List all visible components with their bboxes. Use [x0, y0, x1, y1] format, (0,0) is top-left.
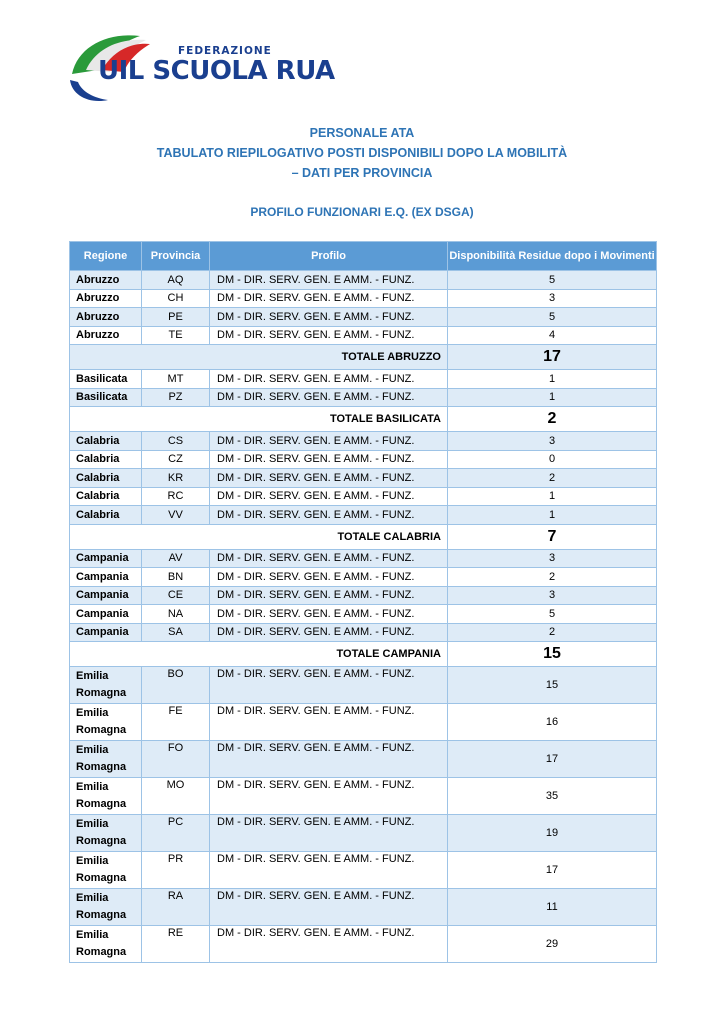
cell-profilo: DM - DIR. SERV. GEN. E AMM. - FUNZ.	[210, 289, 448, 308]
cell-regione: Basilicata	[70, 370, 142, 389]
cell-provincia: NA	[142, 605, 210, 624]
cell-valore: 35	[448, 778, 657, 815]
table-row	[70, 432, 657, 451]
regione-line-2: Romagna	[76, 946, 127, 958]
cell-profilo: DM - DIR. SERV. GEN. E AMM. - FUNZ.	[210, 623, 448, 642]
total-value: 7	[448, 524, 657, 549]
header-regione: Regione	[70, 242, 142, 271]
table-row	[70, 370, 657, 389]
cell-provincia: CH	[142, 289, 210, 308]
cell-regione: Campania	[70, 586, 142, 605]
cell-profilo: DM - DIR. SERV. GEN. E AMM. - FUNZ.	[210, 741, 448, 778]
table-row	[70, 889, 657, 926]
cell-provincia: PR	[142, 852, 210, 889]
cell-regione: Campania	[70, 623, 142, 642]
cell-regione: Campania	[70, 605, 142, 624]
total-label: TOTALE CAMPANIA	[70, 642, 448, 667]
cell-regione	[70, 778, 142, 815]
cell-regione: Basilicata	[70, 388, 142, 407]
regione-line-1: Emilia	[76, 892, 109, 904]
cell-valore: 19	[448, 815, 657, 852]
table-row	[70, 308, 657, 327]
total-value: 15	[448, 642, 657, 667]
cell-provincia: BO	[142, 667, 210, 704]
cell-provincia: AQ	[142, 271, 210, 290]
regione-line-2: Romagna	[76, 909, 127, 921]
cell-profilo: DM - DIR. SERV. GEN. E AMM. - FUNZ.	[210, 605, 448, 624]
cell-regione	[70, 667, 142, 704]
cell-provincia: VV	[142, 506, 210, 525]
table-row	[70, 605, 657, 624]
table-row	[70, 487, 657, 506]
availability-table	[69, 241, 657, 963]
document-title	[0, 123, 724, 183]
uil-scuola-logo	[68, 26, 335, 106]
cell-valore: 17	[448, 741, 657, 778]
total-value: 2	[448, 407, 657, 432]
total-label: TOTALE ABRUZZO	[70, 345, 448, 370]
cell-regione: Abruzzo	[70, 326, 142, 345]
cell-profilo: DM - DIR. SERV. GEN. E AMM. - FUNZ.	[210, 326, 448, 345]
header-profilo: Profilo	[210, 242, 448, 271]
total-row-basilicata	[70, 407, 657, 432]
cell-profilo: DM - DIR. SERV. GEN. E AMM. - FUNZ.	[210, 704, 448, 741]
cell-regione: Abruzzo	[70, 271, 142, 290]
table-row	[70, 623, 657, 642]
table-row	[70, 741, 657, 778]
cell-valore: 2	[448, 568, 657, 587]
table-row	[70, 289, 657, 308]
regione-line-2: Romagna	[76, 687, 127, 699]
cell-profilo: DM - DIR. SERV. GEN. E AMM. - FUNZ.	[210, 271, 448, 290]
cell-valore: 0	[448, 450, 657, 469]
cell-regione	[70, 741, 142, 778]
cell-regione	[70, 889, 142, 926]
cell-regione: Calabria	[70, 506, 142, 525]
cell-regione: Campania	[70, 568, 142, 587]
header-provincia: Provincia	[142, 242, 210, 271]
regione-line-1: Emilia	[76, 744, 109, 756]
cell-provincia: SA	[142, 623, 210, 642]
table-row	[70, 469, 657, 488]
cell-profilo: DM - DIR. SERV. GEN. E AMM. - FUNZ.	[210, 852, 448, 889]
cell-provincia: MO	[142, 778, 210, 815]
cell-regione: Abruzzo	[70, 308, 142, 327]
cell-provincia: RC	[142, 487, 210, 506]
title-line-3: – DATI PER PROVINCIA	[291, 166, 433, 180]
cell-regione	[70, 926, 142, 963]
cell-profilo: DM - DIR. SERV. GEN. E AMM. - FUNZ.	[210, 926, 448, 963]
table-row	[70, 926, 657, 963]
cell-regione: Calabria	[70, 469, 142, 488]
cell-provincia: FE	[142, 704, 210, 741]
regione-line-1: Emilia	[76, 855, 109, 867]
header-disponibilita: Disponibilità Residue dopo i Movimenti	[448, 242, 657, 271]
table-row	[70, 852, 657, 889]
cell-profilo: DM - DIR. SERV. GEN. E AMM. - FUNZ.	[210, 308, 448, 327]
cell-valore: 3	[448, 549, 657, 568]
cell-valore: 1	[448, 388, 657, 407]
logo-brand-text: UIL SCUOLA RUA	[98, 56, 335, 86]
cell-valore: 5	[448, 605, 657, 624]
cell-profilo: DM - DIR. SERV. GEN. E AMM. - FUNZ.	[210, 667, 448, 704]
cell-profilo: DM - DIR. SERV. GEN. E AMM. - FUNZ.	[210, 815, 448, 852]
cell-profilo: DM - DIR. SERV. GEN. E AMM. - FUNZ.	[210, 778, 448, 815]
cell-profilo: DM - DIR. SERV. GEN. E AMM. - FUNZ.	[210, 506, 448, 525]
table-row	[70, 506, 657, 525]
table-row	[70, 704, 657, 741]
cell-provincia: KR	[142, 469, 210, 488]
total-value: 17	[448, 345, 657, 370]
regione-line-2: Romagna	[76, 872, 127, 884]
total-row-campania	[70, 642, 657, 667]
cell-provincia: CE	[142, 586, 210, 605]
cell-profilo: DM - DIR. SERV. GEN. E AMM. - FUNZ.	[210, 487, 448, 506]
cell-valore: 29	[448, 926, 657, 963]
regione-line-1: Emilia	[76, 670, 109, 682]
cell-valore: 11	[448, 889, 657, 926]
regione-line-2: Romagna	[76, 761, 127, 773]
cell-provincia: PZ	[142, 388, 210, 407]
cell-profilo: DM - DIR. SERV. GEN. E AMM. - FUNZ.	[210, 586, 448, 605]
cell-profilo: DM - DIR. SERV. GEN. E AMM. - FUNZ.	[210, 889, 448, 926]
cell-regione	[70, 852, 142, 889]
cell-valore: 3	[448, 586, 657, 605]
regione-line-1: Emilia	[76, 781, 109, 793]
cell-provincia: PC	[142, 815, 210, 852]
cell-provincia: AV	[142, 549, 210, 568]
cell-profilo: DM - DIR. SERV. GEN. E AMM. - FUNZ.	[210, 432, 448, 451]
cell-provincia: MT	[142, 370, 210, 389]
table-row	[70, 450, 657, 469]
regione-line-2: Romagna	[76, 798, 127, 810]
cell-regione: Calabria	[70, 450, 142, 469]
cell-valore: 1	[448, 487, 657, 506]
profile-heading: PROFILO FUNZIONARI E.Q. (EX DSGA)	[250, 205, 474, 219]
cell-valore: 5	[448, 271, 657, 290]
cell-profilo: DM - DIR. SERV. GEN. E AMM. - FUNZ.	[210, 370, 448, 389]
cell-provincia: RE	[142, 926, 210, 963]
table-row	[70, 815, 657, 852]
cell-profilo: DM - DIR. SERV. GEN. E AMM. - FUNZ.	[210, 469, 448, 488]
table-header-row	[70, 242, 657, 271]
cell-valore: 3	[448, 289, 657, 308]
cell-provincia: TE	[142, 326, 210, 345]
table-row	[70, 271, 657, 290]
regione-line-1: Emilia	[76, 707, 109, 719]
regione-line-1: Emilia	[76, 929, 109, 941]
cell-valore: 1	[448, 370, 657, 389]
cell-valore: 3	[448, 432, 657, 451]
cell-valore: 17	[448, 852, 657, 889]
table-row	[70, 667, 657, 704]
cell-valore: 1	[448, 506, 657, 525]
cell-profilo: DM - DIR. SERV. GEN. E AMM. - FUNZ.	[210, 568, 448, 587]
cell-valore: 16	[448, 704, 657, 741]
cell-valore: 2	[448, 469, 657, 488]
cell-valore: 4	[448, 326, 657, 345]
cell-regione: Abruzzo	[70, 289, 142, 308]
table-row	[70, 778, 657, 815]
cell-provincia: CZ	[142, 450, 210, 469]
cell-valore: 2	[448, 623, 657, 642]
cell-provincia: CS	[142, 432, 210, 451]
total-label: TOTALE CALABRIA	[70, 524, 448, 549]
table-row	[70, 388, 657, 407]
regione-line-1: Emilia	[76, 818, 109, 830]
cell-regione: Campania	[70, 549, 142, 568]
table-row	[70, 549, 657, 568]
cell-regione: Calabria	[70, 487, 142, 506]
cell-regione	[70, 815, 142, 852]
cell-valore: 15	[448, 667, 657, 704]
cell-profilo: DM - DIR. SERV. GEN. E AMM. - FUNZ.	[210, 450, 448, 469]
table-row	[70, 568, 657, 587]
cell-provincia: BN	[142, 568, 210, 587]
cell-provincia: PE	[142, 308, 210, 327]
table-row	[70, 586, 657, 605]
cell-profilo: DM - DIR. SERV. GEN. E AMM. - FUNZ.	[210, 549, 448, 568]
cell-provincia: FO	[142, 741, 210, 778]
cell-profilo: DM - DIR. SERV. GEN. E AMM. - FUNZ.	[210, 388, 448, 407]
table-row	[70, 326, 657, 345]
regione-line-2: Romagna	[76, 724, 127, 736]
logo-federazione-text: FEDERAZIONE	[178, 45, 272, 57]
cell-valore: 5	[448, 308, 657, 327]
cell-provincia: RA	[142, 889, 210, 926]
cell-regione	[70, 704, 142, 741]
regione-line-2: Romagna	[76, 835, 127, 847]
total-label: TOTALE BASILICATA	[70, 407, 448, 432]
cell-regione: Calabria	[70, 432, 142, 451]
total-row-calabria	[70, 524, 657, 549]
title-line-1: PERSONALE ATA	[309, 126, 415, 140]
title-line-2: TABULATO RIEPILOGATIVO POSTI DISPONIBILI DOPO LA MOBILITÀ	[156, 146, 568, 160]
total-row-abruzzo	[70, 345, 657, 370]
